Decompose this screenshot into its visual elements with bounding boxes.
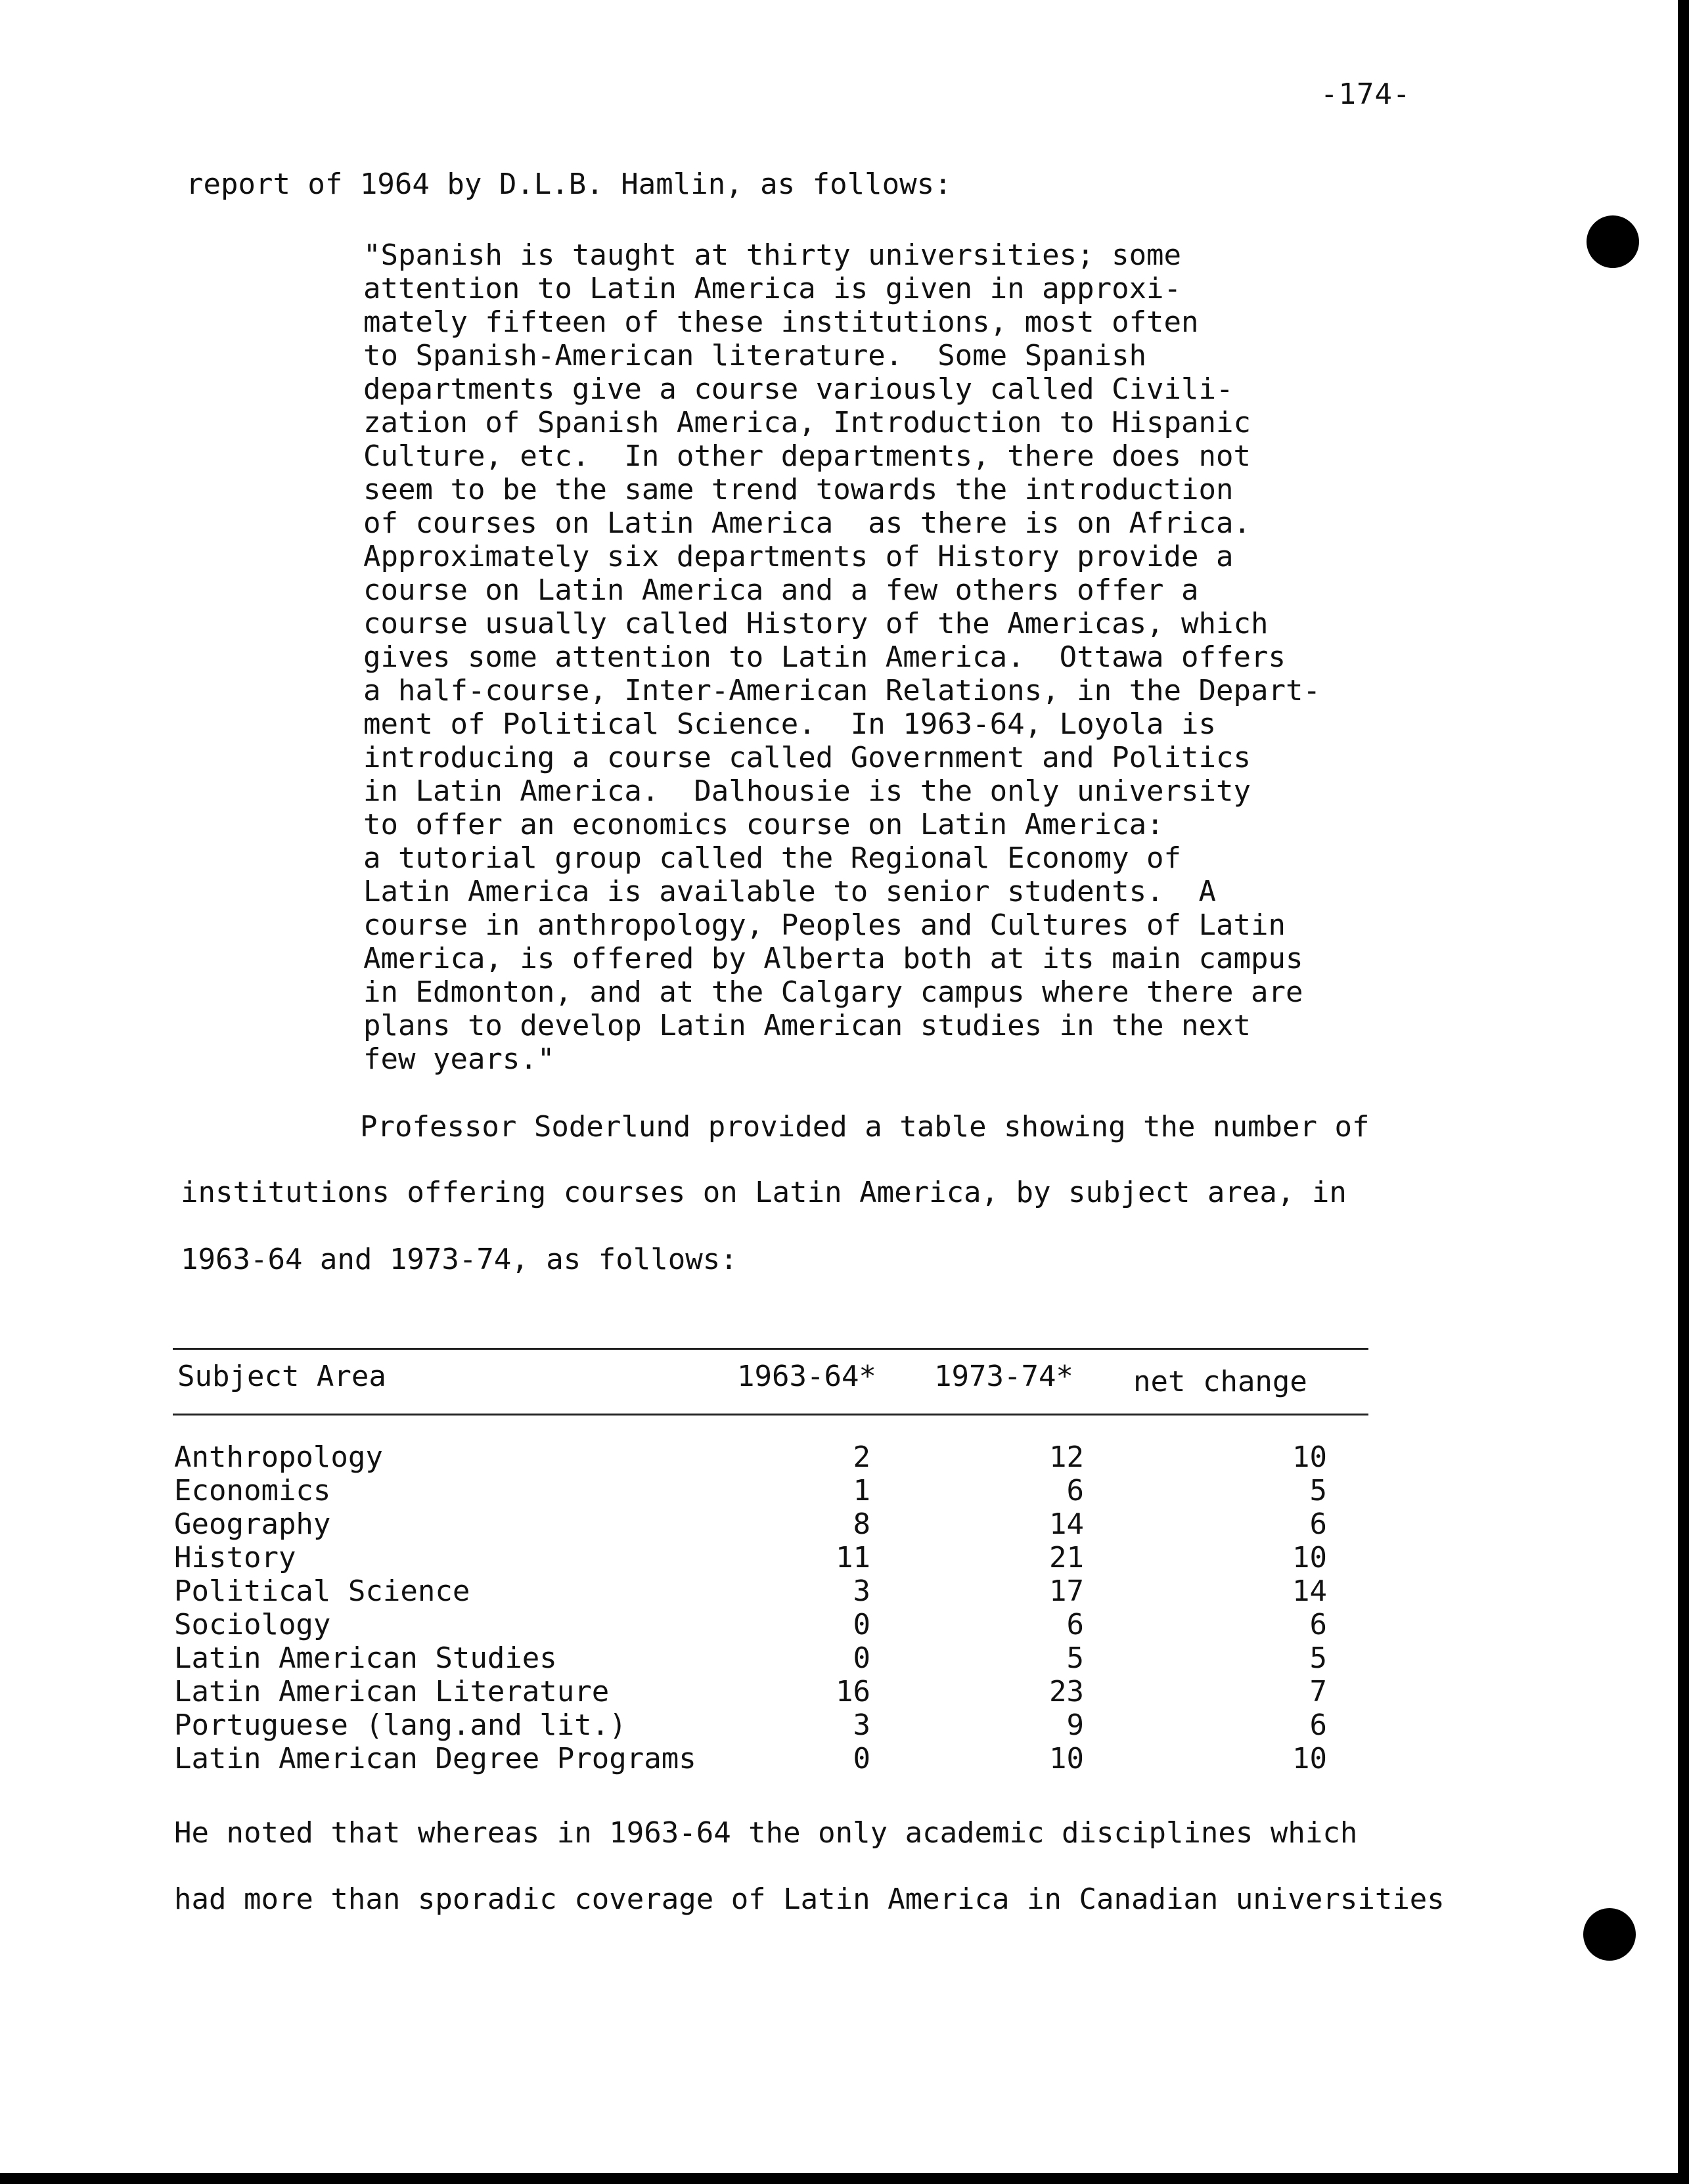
paragraph-line: Professor Soderlund provided a table showing the number of — [360, 1110, 1370, 1144]
table-row — [174, 1708, 1357, 1742]
cell-1973-74: 6 — [1066, 1608, 1084, 1641]
table-row — [174, 1574, 1357, 1608]
cell-1973-74: 6 — [1066, 1474, 1084, 1507]
quote-line: course in anthropology, Peoples and Cultures of Latin — [363, 908, 1286, 942]
quote-line: departments give a course variously called Civili- — [363, 372, 1234, 406]
cell-1973-74: 23 — [1049, 1675, 1084, 1708]
cell-net-change: 10 — [1292, 1440, 1327, 1474]
cell-net-change: 6 — [1309, 1507, 1327, 1541]
cell-subject: Latin American Studies — [174, 1641, 557, 1675]
table-row — [174, 1608, 1357, 1641]
cell-1973-74: 9 — [1066, 1708, 1084, 1742]
quote-line: mately fifteen of these institutions, most often — [363, 305, 1199, 339]
scan-edge-bottom — [0, 2173, 1689, 2184]
quote-line: "Spanish is taught at thirty universities; some — [363, 238, 1182, 272]
cell-1963-64: 11 — [836, 1541, 870, 1574]
quote-line: a half-course, Inter-American Relations, in the Depart- — [363, 674, 1320, 707]
cell-1963-64: 1 — [853, 1474, 870, 1507]
paragraph-line: He noted that whereas in 1963-64 the only academic disciplines which — [174, 1816, 1358, 1850]
cell-subject: Latin American Literature — [174, 1675, 610, 1708]
cell-net-change: 5 — [1309, 1474, 1327, 1507]
scan-edge-right — [1678, 0, 1689, 2184]
cell-subject: Latin American Degree Programs — [174, 1742, 696, 1775]
cell-subject: Sociology — [174, 1608, 331, 1641]
quote-line: plans to develop Latin American studies in the next — [363, 1009, 1251, 1042]
quote-line: gives some attention to Latin America. Ottawa offers — [363, 640, 1286, 674]
binder-hole-mark — [1583, 1908, 1636, 1961]
table-row — [174, 1675, 1357, 1708]
cell-1973-74: 14 — [1049, 1507, 1084, 1541]
quote-line: to offer an economics course on Latin America: — [363, 808, 1164, 841]
paragraph-line: 1963-64 and 1973-74, as follows: — [181, 1243, 738, 1276]
quote-line: in Edmonton, and at the Calgary campus where there are — [363, 975, 1303, 1009]
table-top-rule — [173, 1348, 1368, 1350]
quote-line: Latin America is available to senior students. A — [363, 875, 1217, 908]
quote-line: Culture, etc. In other departments, there does not — [363, 439, 1251, 473]
quote-line: course usually called History of the Americas, which — [363, 607, 1269, 640]
binder-hole-mark — [1587, 215, 1639, 268]
block-quote — [363, 238, 1349, 1076]
cell-1963-64: 16 — [836, 1675, 870, 1708]
cell-1973-74: 17 — [1049, 1574, 1084, 1608]
quote-line: in Latin America. Dalhousie is the only university — [363, 774, 1251, 808]
cell-1973-74: 12 — [1049, 1440, 1084, 1474]
cell-1963-64: 3 — [853, 1574, 870, 1608]
table-row — [174, 1641, 1357, 1675]
quote-line: few years." — [363, 1042, 555, 1076]
intro-line: report of 1964 by D.L.B. Hamlin, as follows: — [186, 167, 952, 201]
cell-net-change: 10 — [1292, 1742, 1327, 1775]
quote-line: Approximately six departments of History provide a — [363, 540, 1234, 573]
table-row — [174, 1474, 1357, 1507]
cell-net-change: 7 — [1309, 1675, 1327, 1708]
cell-net-change: 6 — [1309, 1708, 1327, 1742]
quote-line: of courses on Latin America as there is on Africa. — [363, 506, 1251, 540]
quote-line: course on Latin America and a few others offer a — [363, 573, 1199, 607]
cell-1963-64: 0 — [853, 1742, 870, 1775]
cell-subject: History — [174, 1541, 296, 1574]
table-row — [174, 1440, 1357, 1474]
page-number: -174- — [1320, 78, 1411, 111]
table-row — [174, 1507, 1357, 1541]
cell-net-change: 6 — [1309, 1608, 1327, 1641]
quote-line: to Spanish-American literature. Some Spanish — [363, 339, 1147, 372]
quote-line: America, is offered by Alberta both at its main campus — [363, 942, 1303, 975]
table-row — [174, 1541, 1357, 1574]
cell-subject: Portuguese (lang.and lit.) — [174, 1708, 627, 1742]
cell-subject: Anthropology — [174, 1440, 383, 1474]
cell-1963-64: 0 — [853, 1641, 870, 1675]
header-net-change: net change — [1133, 1365, 1307, 1398]
header-subject-area: Subject Area — [177, 1360, 386, 1393]
cell-net-change: 5 — [1309, 1641, 1327, 1675]
quote-line: zation of Spanish America, Introduction to Hispanic — [363, 406, 1251, 439]
cell-1973-74: 5 — [1066, 1641, 1084, 1675]
cell-1963-64: 0 — [853, 1608, 870, 1641]
header-1973-74: 1973-74* — [934, 1360, 1073, 1393]
quote-line: seem to be the same trend towards the introduction — [363, 473, 1234, 506]
table-body — [174, 1440, 1357, 1775]
quote-line: attention to Latin America is given in approxi- — [363, 272, 1182, 305]
paragraph-line: institutions offering courses on Latin America, by subject area, in — [181, 1176, 1347, 1209]
table-row — [174, 1742, 1357, 1775]
quote-line: introducing a course called Government and Politics — [363, 741, 1251, 774]
header-1963-64: 1963-64* — [737, 1360, 876, 1393]
table-header-rule — [173, 1414, 1368, 1415]
paragraph-line: had more than sporadic coverage of Latin America in Canadian universities — [174, 1883, 1445, 1916]
cell-1963-64: 2 — [853, 1440, 870, 1474]
cell-1973-74: 10 — [1049, 1742, 1084, 1775]
quote-line: a tutorial group called the Regional Economy of — [363, 841, 1182, 875]
cell-subject: Economics — [174, 1474, 331, 1507]
cell-net-change: 14 — [1292, 1574, 1327, 1608]
cell-1973-74: 21 — [1049, 1541, 1084, 1574]
cell-subject: Political Science — [174, 1574, 470, 1608]
cell-1963-64: 3 — [853, 1708, 870, 1742]
cell-1963-64: 8 — [853, 1507, 870, 1541]
quote-line: ment of Political Science. In 1963-64, Loyola is — [363, 707, 1217, 741]
cell-subject: Geography — [174, 1507, 331, 1541]
cell-net-change: 10 — [1292, 1541, 1327, 1574]
